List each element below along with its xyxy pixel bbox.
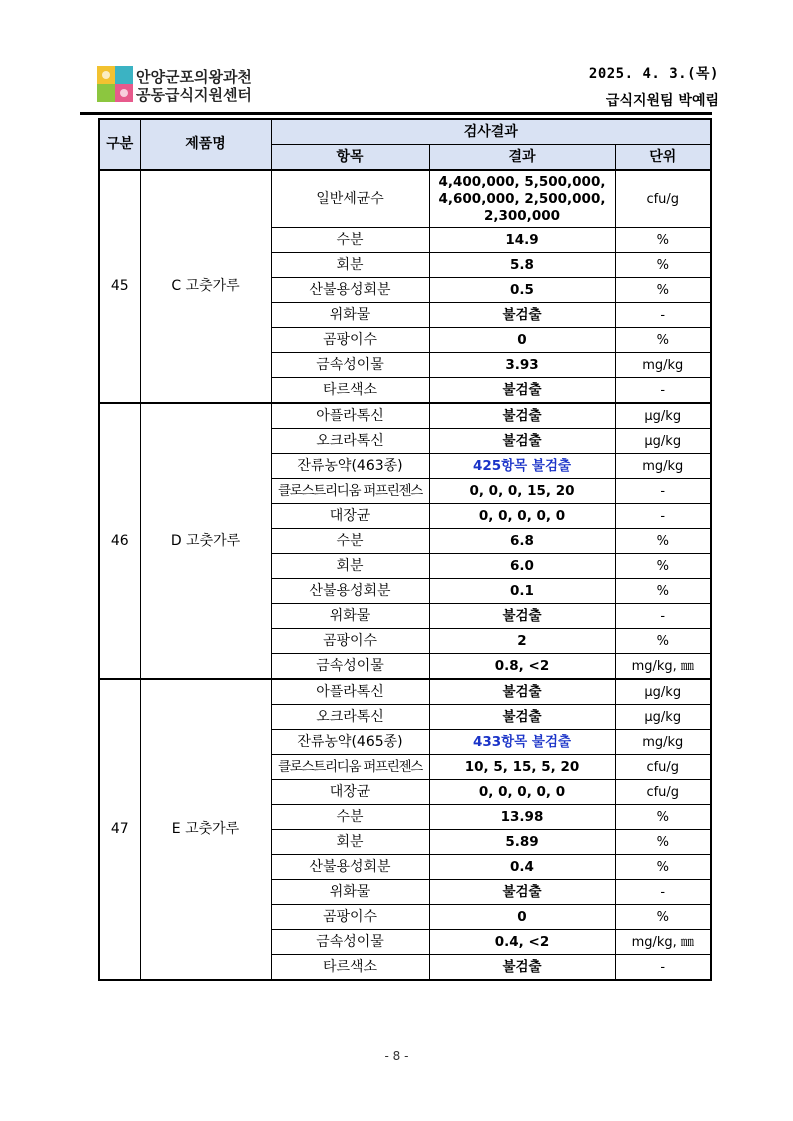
test-result: 0, 0, 0, 15, 20: [429, 479, 615, 504]
test-result: 433항목 불검출: [429, 730, 615, 755]
test-unit: μg/kg: [615, 679, 711, 705]
document-header: [0, 0, 793, 120]
test-unit: cfu/g: [615, 780, 711, 805]
test-item: 대장균: [271, 504, 429, 529]
group-number: 45: [99, 170, 140, 403]
column-header-unit: 단위: [615, 145, 711, 171]
test-item: 위화물: [271, 880, 429, 905]
test-unit: %: [615, 554, 711, 579]
test-item: 타르색소: [271, 955, 429, 981]
test-item: 회분: [271, 554, 429, 579]
product-name: E 고춧가루: [140, 679, 271, 980]
test-result: 0.8, <2: [429, 654, 615, 680]
test-unit: %: [615, 805, 711, 830]
test-unit: -: [615, 303, 711, 328]
test-result: 불검출: [429, 604, 615, 629]
test-item: 수분: [271, 805, 429, 830]
page-number: - 8 -: [384, 1049, 409, 1063]
test-result: 10, 5, 15, 5, 20: [429, 755, 615, 780]
test-result: 불검출: [429, 378, 615, 404]
test-unit: μg/kg: [615, 429, 711, 454]
column-header-item: 항목: [271, 145, 429, 171]
test-unit: -: [615, 504, 711, 529]
test-result: 6.8: [429, 529, 615, 554]
test-unit: mg/kg: [615, 730, 711, 755]
column-header-no: 구분: [99, 119, 140, 170]
test-item: 대장균: [271, 780, 429, 805]
organization-name-line1: 안양군포의왕과천: [136, 68, 252, 86]
test-item: 위화물: [271, 303, 429, 328]
test-result: 5.89: [429, 830, 615, 855]
test-unit: %: [615, 905, 711, 930]
test-item: 곰팡이수: [271, 629, 429, 654]
test-item: 수분: [271, 529, 429, 554]
test-item: 타르색소: [271, 378, 429, 404]
test-unit: %: [615, 529, 711, 554]
test-item: 회분: [271, 253, 429, 278]
inspection-results-table: [98, 118, 712, 981]
test-result: 13.98: [429, 805, 615, 830]
test-unit: -: [615, 604, 711, 629]
test-item: 금속성이물: [271, 930, 429, 955]
test-result: 2: [429, 629, 615, 654]
column-header-result: 결과: [429, 145, 615, 171]
test-item: 산불용성회분: [271, 579, 429, 604]
test-unit: -: [615, 955, 711, 981]
test-result: 3.93: [429, 353, 615, 378]
organization-name: [136, 68, 252, 104]
group-number: 46: [99, 403, 140, 679]
test-item: 수분: [271, 228, 429, 253]
test-result: 불검출: [429, 880, 615, 905]
test-unit: cfu/g: [615, 170, 711, 228]
test-item: 클로스트리디움 퍼프린젠스: [271, 479, 429, 504]
test-item: 잔류농약(463종): [271, 454, 429, 479]
test-result: 14.9: [429, 228, 615, 253]
table-row: [99, 170, 711, 228]
test-unit: -: [615, 378, 711, 404]
table-row: [99, 403, 711, 429]
test-result: 6.0: [429, 554, 615, 579]
test-unit: -: [615, 880, 711, 905]
test-result: 0: [429, 328, 615, 353]
test-item: 회분: [271, 830, 429, 855]
test-item: 금속성이물: [271, 353, 429, 378]
test-unit: %: [615, 253, 711, 278]
test-result: 0, 0, 0, 0, 0: [429, 780, 615, 805]
product-name: D 고춧가루: [140, 403, 271, 679]
test-item: 곰팡이수: [271, 328, 429, 353]
test-item: 산불용성회분: [271, 278, 429, 303]
test-unit: mg/kg, ㎜: [615, 930, 711, 955]
product-name: C 고춧가루: [140, 170, 271, 403]
test-item: 위화물: [271, 604, 429, 629]
table-row: [99, 679, 711, 705]
center-logo-icon: [97, 66, 133, 102]
test-item: 곰팡이수: [271, 905, 429, 930]
test-result: 불검출: [429, 705, 615, 730]
test-item: 일반세균수: [271, 170, 429, 228]
test-result: 5.8: [429, 253, 615, 278]
test-unit: %: [615, 830, 711, 855]
test-unit: %: [615, 855, 711, 880]
test-item: 아플라톡신: [271, 679, 429, 705]
test-result: 불검출: [429, 679, 615, 705]
test-result: 불검출: [429, 403, 615, 429]
test-result: 0, 0, 0, 0, 0: [429, 504, 615, 529]
test-result: 0.1: [429, 579, 615, 604]
test-unit: μg/kg: [615, 403, 711, 429]
test-item: 잔류농약(465종): [271, 730, 429, 755]
test-item: 클로스트리디움 퍼프린젠스: [271, 755, 429, 780]
test-item: 산불용성회분: [271, 855, 429, 880]
test-unit: %: [615, 579, 711, 604]
test-unit: μg/kg: [615, 705, 711, 730]
group-number: 47: [99, 679, 140, 980]
test-item: 오크라톡신: [271, 429, 429, 454]
test-result: 불검출: [429, 429, 615, 454]
test-unit: mg/kg, ㎜: [615, 654, 711, 680]
test-result: 0.4, <2: [429, 930, 615, 955]
test-result: 불검출: [429, 955, 615, 981]
test-result: 0.4: [429, 855, 615, 880]
test-result: 425항목 불검출: [429, 454, 615, 479]
document-author: 급식지원팀 박예림: [605, 93, 719, 109]
test-unit: mg/kg: [615, 454, 711, 479]
test-unit: mg/kg: [615, 353, 711, 378]
test-unit: %: [615, 629, 711, 654]
column-header-product: 제품명: [140, 119, 271, 170]
test-item: 오크라톡신: [271, 705, 429, 730]
test-item: 금속성이물: [271, 654, 429, 680]
column-header-results-group: 검사결과: [271, 119, 711, 145]
test-item: 아플라톡신: [271, 403, 429, 429]
test-result: 4,400,000, 5,500,000, 4,600,000, 2,500,000, 2,300,000: [429, 170, 615, 228]
test-unit: cfu/g: [615, 755, 711, 780]
document-date: 2025. 4. 3.(목): [588, 66, 719, 82]
test-unit: -: [615, 479, 711, 504]
organization-name-line2: 공동급식지원센터: [136, 86, 252, 104]
header-divider: [80, 112, 712, 115]
test-unit: %: [615, 328, 711, 353]
test-result: 0: [429, 905, 615, 930]
test-result: 불검출: [429, 303, 615, 328]
test-unit: %: [615, 228, 711, 253]
results-body: [99, 170, 711, 980]
test-unit: %: [615, 278, 711, 303]
test-result: 0.5: [429, 278, 615, 303]
